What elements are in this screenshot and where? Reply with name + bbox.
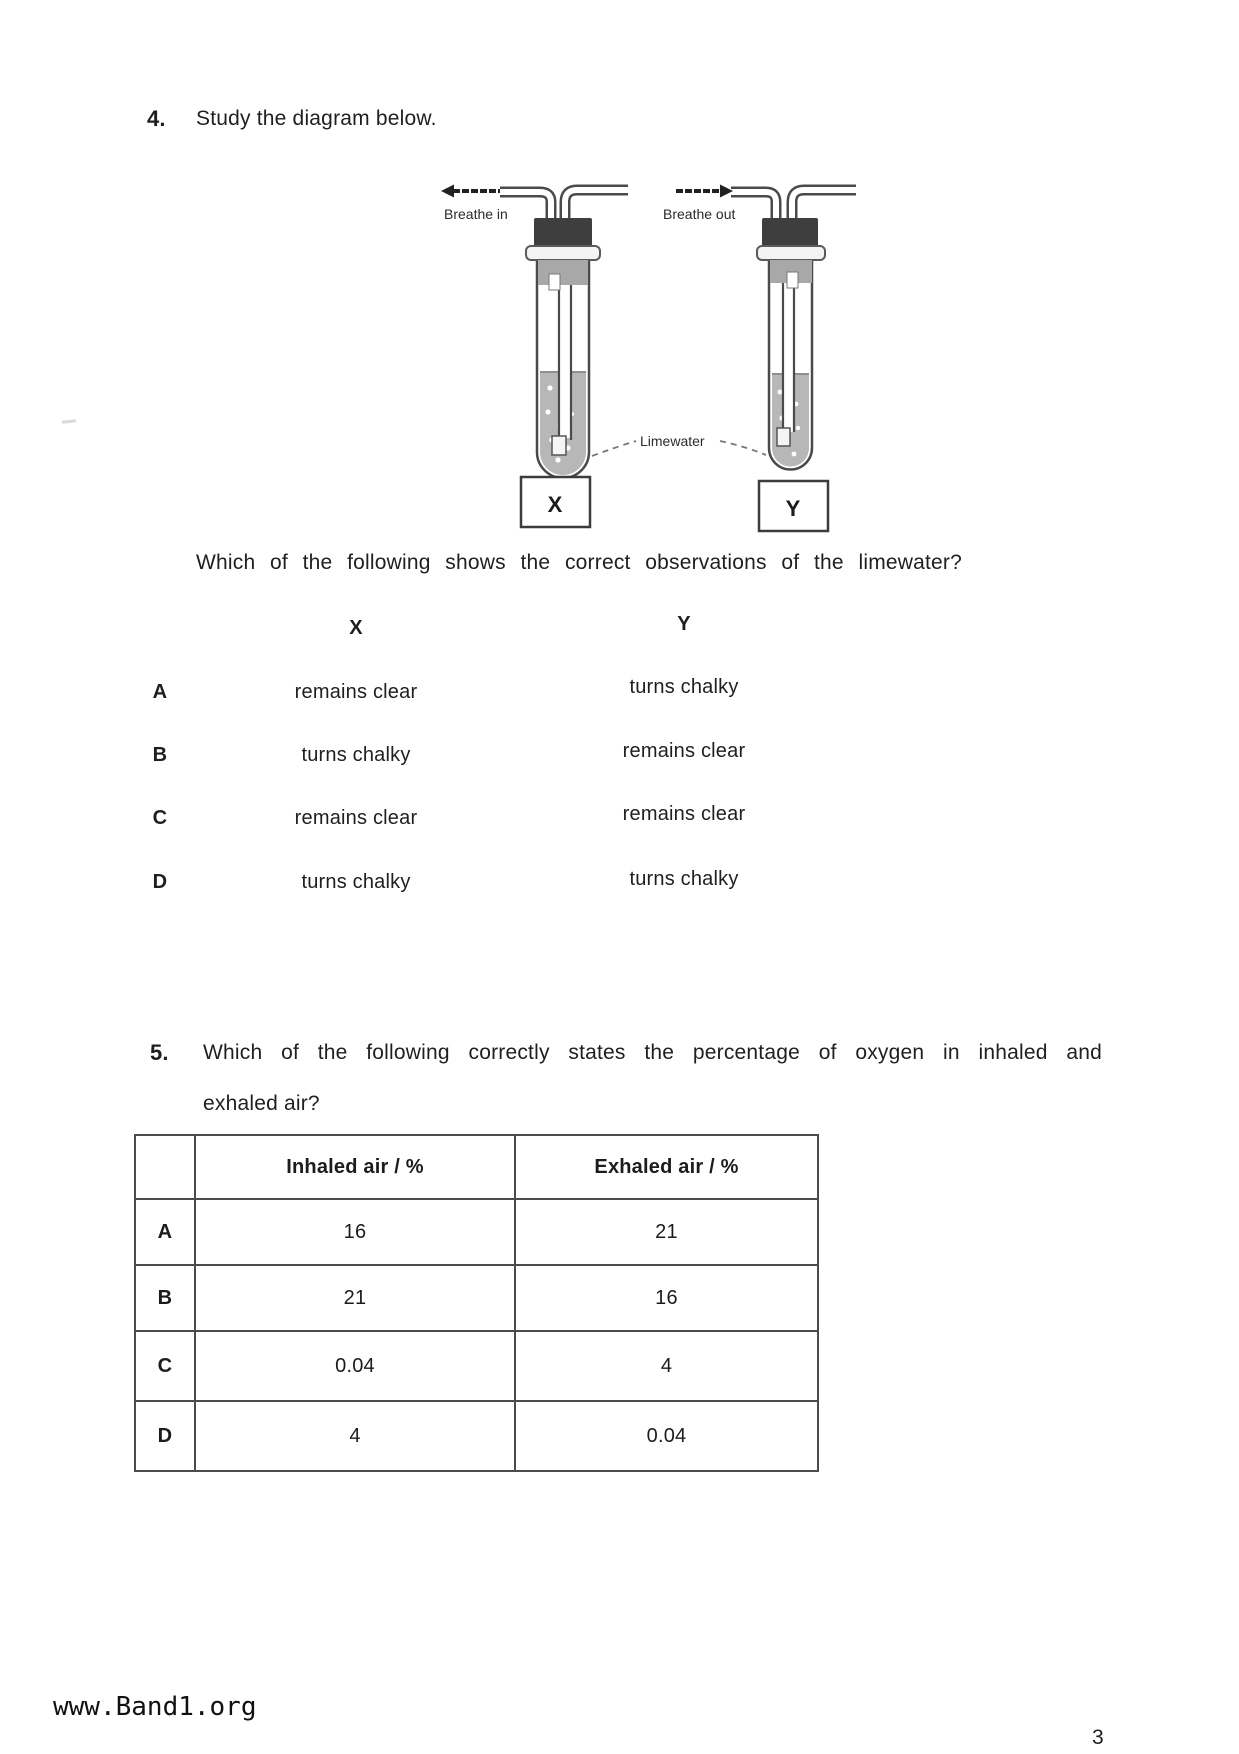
row-letter: B (135, 1265, 195, 1331)
q4-options-header-y: Y (677, 613, 691, 635)
option-x-value: turns chalky (301, 871, 411, 893)
inhaled-value: 4 (195, 1401, 515, 1471)
breathe-out-label: Breathe out (663, 206, 736, 222)
option-y-value: turns chalky (629, 868, 739, 890)
q5-table-header-row (135, 1135, 818, 1199)
row-letter: D (135, 1401, 195, 1471)
limewater-leader-left (592, 441, 636, 456)
inhaled-value: 21 (195, 1265, 515, 1331)
option-x-value: remains clear (294, 681, 418, 703)
table-row (135, 1401, 818, 1471)
option-x-value: remains clear (294, 807, 418, 829)
q4-prompt: Study the diagram below. (196, 107, 437, 130)
footer-site-url: www.Band1.org (53, 1692, 257, 1722)
page-number: 3 (1092, 1726, 1104, 1749)
q5-header-exhaled: Exhaled air / % (515, 1135, 818, 1199)
exhaled-value: 21 (515, 1199, 818, 1265)
test-tube-x (526, 218, 600, 478)
q4-question: Which of the following shows the correct observations of the limewater? (196, 551, 962, 574)
row-letter: A (135, 1199, 195, 1265)
q5-table (134, 1134, 819, 1472)
table-row (135, 1331, 818, 1401)
option-letter: C (152, 807, 168, 829)
q4-options-header-x: X (349, 617, 363, 639)
option-letter: A (152, 681, 168, 703)
option-letter: B (152, 744, 168, 766)
tube-y-label: Y (785, 496, 801, 521)
inhaled-value: 16 (195, 1199, 515, 1265)
q5-header-empty (135, 1135, 195, 1199)
rubber-stopper (534, 218, 592, 247)
row-letter: C (135, 1331, 195, 1401)
table-row (135, 1199, 818, 1265)
breathe-in-label: Breathe in (444, 206, 508, 222)
table-row (135, 1265, 818, 1331)
rubber-stopper (762, 218, 818, 247)
exhaled-value: 4 (515, 1331, 818, 1401)
breathe-in-arrow-icon (441, 185, 500, 198)
q5-number: 5. (150, 1040, 169, 1065)
breathe-out-arrow-icon (676, 185, 733, 198)
exhaled-value: 0.04 (515, 1401, 818, 1471)
test-tube-y (757, 218, 825, 470)
option-letter: D (152, 871, 168, 893)
inhaled-value: 0.04 (195, 1331, 515, 1401)
option-y-value: remains clear (622, 803, 746, 825)
q5-header-inhaled: Inhaled air / % (195, 1135, 515, 1199)
tube-x-label: X (547, 492, 563, 517)
q4-number: 4. (147, 106, 166, 131)
limewater-leader-right (720, 441, 766, 455)
q5-prompt-line2: exhaled air? (203, 1092, 320, 1115)
exhaled-value: 16 (515, 1265, 818, 1331)
scan-artifact-dash (62, 419, 76, 423)
option-x-value: turns chalky (301, 744, 411, 766)
q4-diagram (380, 150, 890, 550)
q5-prompt-line1: Which of the following correctly states the percentage of oxygen in inhaled and (203, 1041, 1102, 1064)
limewater-label: Limewater (640, 433, 705, 449)
option-y-value: remains clear (622, 740, 746, 762)
option-y-value: turns chalky (629, 676, 739, 698)
